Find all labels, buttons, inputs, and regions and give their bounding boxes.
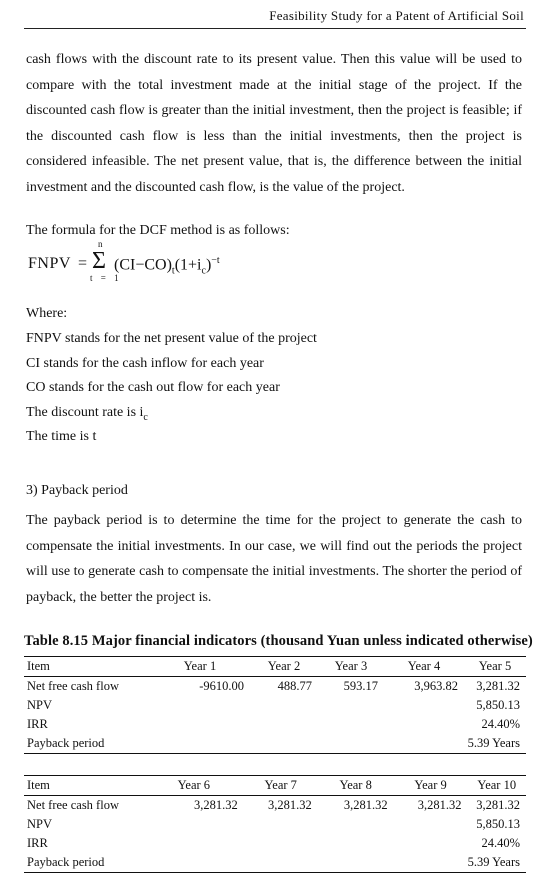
formula-term-discount: (1+i bbox=[174, 256, 202, 274]
definition-time: The time is t bbox=[26, 429, 97, 444]
table-cell bbox=[384, 696, 464, 715]
row-label: IRR bbox=[27, 836, 48, 850]
summation-symbol: Σ bbox=[92, 248, 106, 274]
table-cell: 5.39 Years bbox=[464, 734, 526, 754]
formula-term-discount-sub: c bbox=[201, 265, 206, 277]
row-label: Payback period bbox=[24, 734, 150, 754]
row-label: NPV bbox=[27, 817, 53, 831]
formula-exponent: −t bbox=[211, 255, 220, 266]
table-header-row bbox=[24, 776, 526, 796]
formula-term-discount-close: ) bbox=[205, 256, 212, 274]
table-cell bbox=[150, 734, 250, 754]
table-row bbox=[24, 715, 526, 734]
table-cell: 5,850.13 bbox=[476, 698, 520, 712]
table-cell bbox=[150, 715, 250, 734]
table-row bbox=[24, 834, 526, 853]
fnpv-formula bbox=[28, 239, 288, 288]
table-cell: 5.39 Years bbox=[468, 853, 526, 873]
table-cell bbox=[318, 715, 384, 734]
table-cell bbox=[318, 696, 384, 715]
column-header: Year 8 bbox=[318, 776, 394, 796]
column-header: Year 1 bbox=[150, 657, 250, 677]
formula-lhs: FNPV bbox=[28, 255, 71, 272]
column-header: Year 2 bbox=[250, 657, 318, 677]
paragraph-payback-explanation: The payback period is to determine the time for the project to generate the cash to compensate the initial investments. In our case, we will find out the periods the project will use to generate cash to compensate the initial investments. The shorter the period of payback, the better the project is. bbox=[26, 513, 522, 605]
table-cell: 3,963.82 bbox=[414, 679, 458, 693]
table-row bbox=[24, 677, 526, 697]
table-cell bbox=[318, 853, 394, 873]
table-cell bbox=[244, 815, 318, 834]
definition-co: CO stands for the cash out flow for each year bbox=[26, 380, 280, 395]
summation-upper-limit: n bbox=[98, 239, 103, 249]
table-cell bbox=[318, 834, 394, 853]
table-cell bbox=[318, 734, 384, 754]
running-header: Feasibility Study for a Patent of Artificial Soil bbox=[269, 8, 524, 23]
table-header-row bbox=[24, 657, 526, 677]
table-cell: 3,281.32 bbox=[476, 679, 520, 693]
table-cell: 24.40% bbox=[481, 717, 520, 731]
table-cell: 3,281.32 bbox=[343, 798, 388, 812]
financial-table-years-6-10 bbox=[24, 775, 526, 873]
table-cell: 3,281.32 bbox=[417, 798, 462, 812]
table-cell: 3,281.32 bbox=[476, 798, 520, 812]
table-cell bbox=[144, 834, 244, 853]
table-cell bbox=[250, 715, 318, 734]
column-header: Year 9 bbox=[394, 776, 468, 796]
table-cell bbox=[250, 734, 318, 754]
formula-equals: = bbox=[78, 255, 88, 272]
formula-term-cashflow-sub: t bbox=[171, 265, 175, 277]
column-header: Year 6 bbox=[144, 776, 244, 796]
row-label: Payback period bbox=[24, 853, 144, 873]
row-label: NPV bbox=[27, 698, 53, 712]
column-header: Year 4 bbox=[384, 657, 464, 677]
table-cell: 5,850.13 bbox=[476, 817, 520, 831]
table-cell bbox=[144, 815, 244, 834]
table-cell bbox=[394, 853, 468, 873]
table-cell bbox=[318, 815, 394, 834]
table-cell: 3,281.32 bbox=[267, 798, 312, 812]
column-header: Year 5 bbox=[464, 657, 526, 677]
row-label: Net free cash flow bbox=[27, 679, 119, 693]
table-cell bbox=[384, 715, 464, 734]
column-header: Year 10 bbox=[468, 776, 526, 796]
definition-discount-rate bbox=[26, 405, 148, 423]
table-row bbox=[24, 815, 526, 834]
formula-intro: The formula for the DCF method is as follows: bbox=[26, 223, 290, 238]
formula-body bbox=[114, 255, 220, 277]
summation-lower-limit: t = 1 bbox=[90, 273, 122, 283]
table-cell bbox=[384, 734, 464, 754]
table-caption: Table 8.15 Major financial indicators (thousand Yuan unless indicated otherwise) bbox=[24, 633, 533, 649]
table-cell bbox=[150, 696, 250, 715]
column-header: Year 7 bbox=[244, 776, 318, 796]
table-cell bbox=[244, 853, 318, 873]
definition-ci: CI stands for the cash inflow for each year bbox=[26, 356, 264, 371]
table-row bbox=[24, 696, 526, 715]
definition-discount-rate-sub: c bbox=[143, 411, 148, 423]
header-rule bbox=[24, 28, 526, 29]
column-header: Year 3 bbox=[318, 657, 384, 677]
formula-term-cashflow: (CI−CO) bbox=[114, 256, 172, 274]
table-cell bbox=[394, 834, 468, 853]
table-cell bbox=[244, 834, 318, 853]
definition-fnpv: FNPV stands for the net present value of the project bbox=[26, 331, 317, 346]
table-cell: 24.40% bbox=[481, 836, 520, 850]
definition-discount-rate-text: The discount rate is i bbox=[26, 405, 144, 420]
row-label: Net free cash flow bbox=[27, 798, 119, 812]
row-label: IRR bbox=[27, 717, 48, 731]
table-row bbox=[24, 853, 526, 873]
table-row bbox=[24, 734, 526, 754]
column-header: Item bbox=[24, 657, 150, 677]
table-cell: -9610.00 bbox=[199, 679, 244, 693]
paragraph-dcf-explanation: cash flows with the discount rate to its present value. Then this value will be used to compare with the total investment made at the initial stage of the project. If the discounted cash flow is greater than the initial investment, then the project is feasible; if the discounted cash flow is less than the initial investments, then the project is considered infeasible. The net present value, that is, the difference between the initial investment and the discounted cash flow, is the value of the project. bbox=[26, 52, 522, 195]
table-cell: 593.17 bbox=[343, 679, 378, 693]
table-cell bbox=[144, 853, 244, 873]
table-cell bbox=[394, 815, 468, 834]
table-cell bbox=[250, 696, 318, 715]
table-cell: 488.77 bbox=[277, 679, 312, 693]
table-cell: 3,281.32 bbox=[194, 798, 238, 812]
financial-table-years-1-5 bbox=[24, 656, 526, 754]
section-heading-payback: 3) Payback period bbox=[26, 483, 128, 498]
column-header: Item bbox=[24, 776, 144, 796]
where-label: Where: bbox=[26, 306, 68, 321]
table-row bbox=[24, 796, 526, 816]
